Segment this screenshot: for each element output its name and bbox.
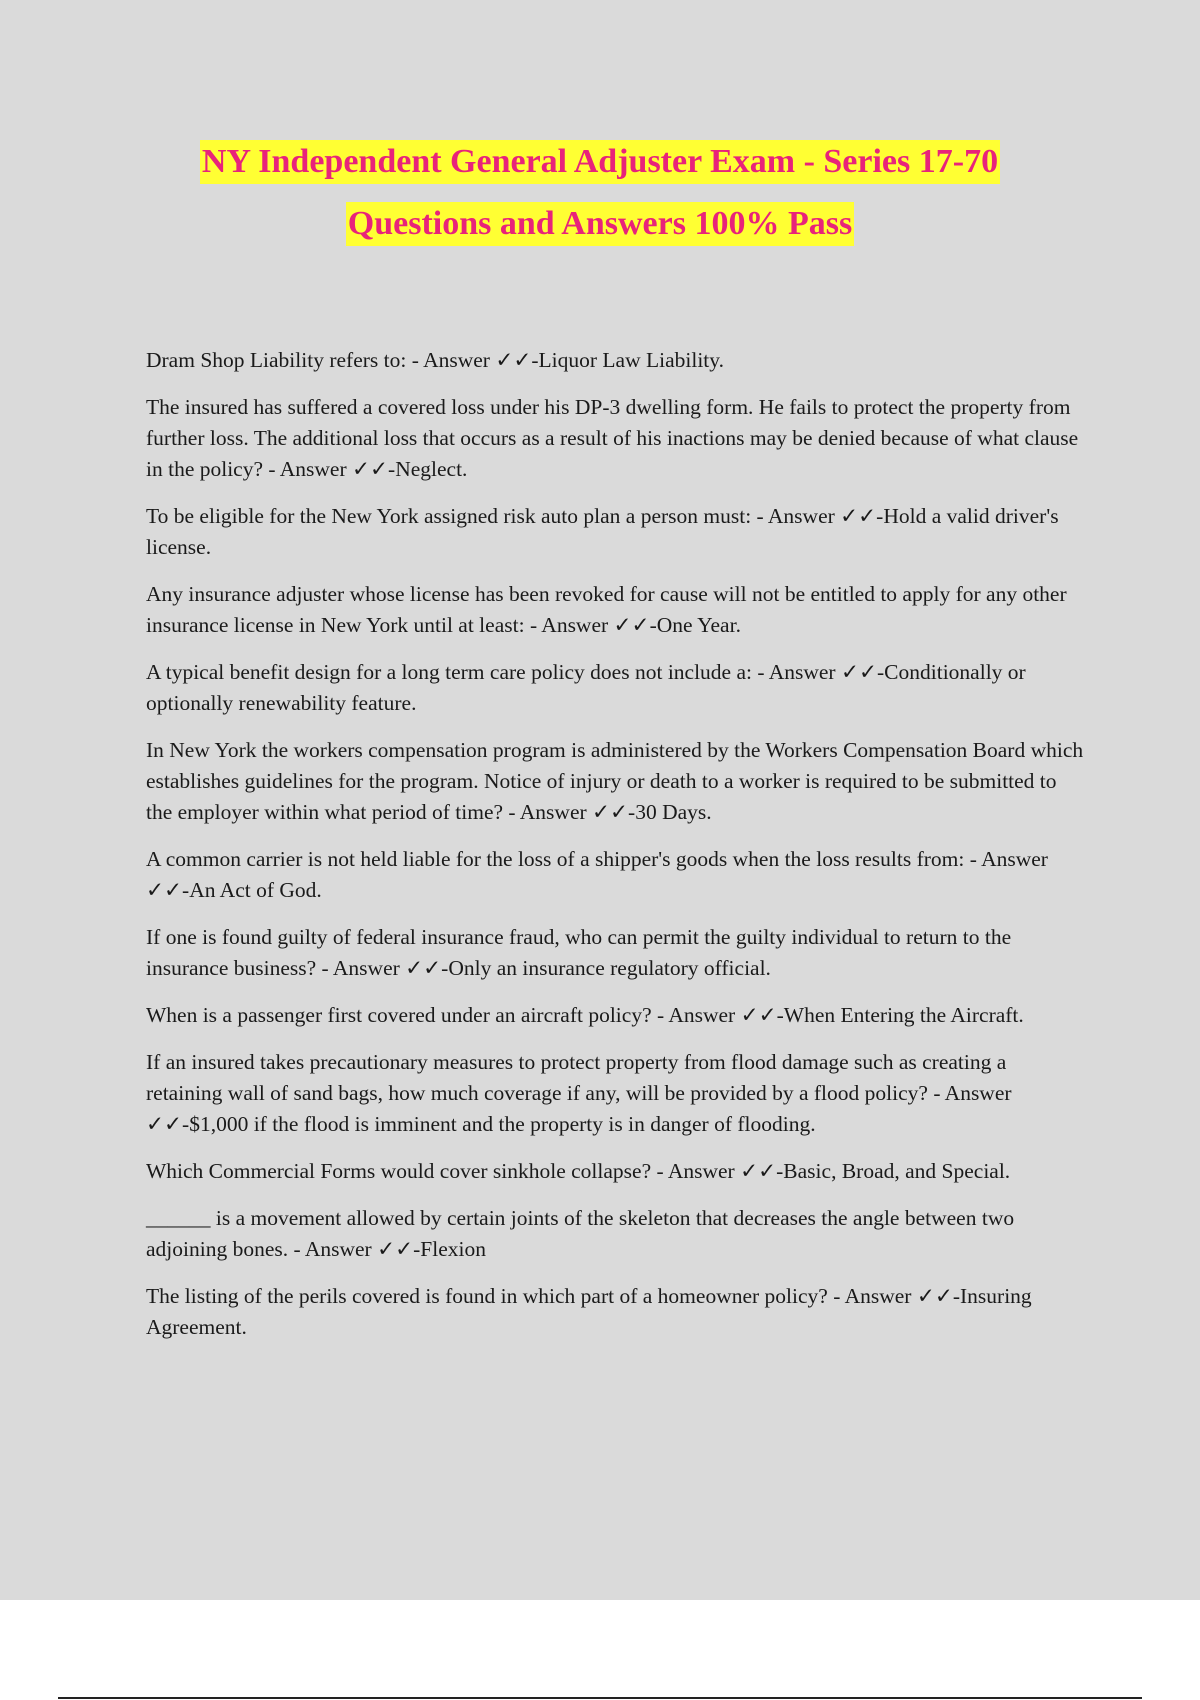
answer-marker: - Answer ✓✓-: [263, 457, 396, 481]
title-line-1: NY Independent General Adjuster Exam - Series 17-70: [200, 140, 1000, 184]
answer-text: Flexion: [420, 1237, 486, 1261]
bottom-divider: [58, 1697, 1142, 1699]
answer-text: One Year.: [656, 613, 741, 637]
answer-text: Basic, Broad, and Special.: [783, 1159, 1011, 1183]
question-text: A common carrier is not held liable for the loss of a shipper's goods when the loss results from:: [146, 847, 965, 871]
answer-marker: - Answer ✓✓-: [146, 1081, 1012, 1136]
answer-text: Hold a valid driver's license.: [146, 504, 1059, 559]
question-text: To be eligible for the New York assigned risk auto plan a person must:: [146, 504, 752, 528]
answer-marker: - Answer ✓✓-: [651, 1159, 784, 1183]
qa-item: [146, 735, 1086, 828]
document-title: [0, 140, 1200, 264]
answer-marker: - Answer ✓✓-: [406, 348, 539, 372]
answer-marker: - Answer ✓✓-: [146, 847, 1048, 902]
answer-text: Only an insurance regulatory official.: [448, 956, 771, 980]
answer-marker: - Answer ✓✓-: [827, 1284, 961, 1308]
question-text: The listing of the perils covered is found in which part of a homeowner policy?: [146, 1284, 828, 1308]
answer-text: Liquor Law Liability.: [538, 348, 725, 372]
answer-text: Conditionally or optionally renewability feature.: [146, 660, 1026, 715]
qa-list: [146, 345, 1086, 1359]
answer-text: $1,000 if the flood is imminent and the property is in danger of flooding.: [189, 1112, 816, 1136]
question-text: Which Commercial Forms would cover sinkhole collapse?: [146, 1159, 652, 1183]
answer-marker: - Answer ✓✓-: [288, 1237, 421, 1261]
qa-item: [146, 345, 1086, 376]
answer-text: 30 Days.: [635, 800, 712, 824]
question-text: When is a passenger first covered under an aircraft policy?: [146, 1003, 652, 1027]
answer-text: Insuring Agreement.: [146, 1284, 1032, 1339]
qa-item: [146, 579, 1086, 641]
answer-marker: - Answer ✓✓-: [751, 504, 884, 528]
question-text: Dram Shop Liability refers to:: [146, 348, 407, 372]
title-line-2: Questions and Answers 100% Pass: [346, 202, 854, 246]
answer-text: An Act of God.: [189, 878, 322, 902]
qa-item: [146, 392, 1086, 485]
qa-item: [146, 1203, 1086, 1265]
qa-item: [146, 1281, 1086, 1343]
question-text: If an insured takes precautionary measures to protect property from flood damage such as creating a retaining wall of sand bags, how much coverage if any, will be provided by a flood policy?: [146, 1050, 1007, 1105]
answer-marker: - Answer ✓✓-: [651, 1003, 784, 1027]
qa-item: [146, 1156, 1086, 1187]
answer-marker: - Answer ✓✓-: [524, 613, 657, 637]
qa-item: [146, 1000, 1086, 1031]
answer-text: Neglect.: [395, 457, 468, 481]
answer-marker: - Answer ✓✓-: [503, 800, 636, 824]
question-text: The insured has suffered a covered loss under his DP-3 dwelling form. He fails to protect the property from further loss. The additional loss that occurs as a result of his inactions may be denied because of what clause in the policy?: [146, 395, 1079, 481]
qa-item: [146, 501, 1086, 563]
question-text: A typical benefit design for a long term care policy does not include a:: [146, 660, 752, 684]
answer-text: When Entering the Aircraft.: [783, 1003, 1024, 1027]
question-text: If one is found guilty of federal insurance fraud, who can permit the guilty individual to return to the insurance business?: [146, 925, 1012, 980]
qa-item: [146, 657, 1086, 719]
qa-item: [146, 922, 1086, 984]
answer-marker: - Answer ✓✓-: [752, 660, 885, 684]
answer-marker: - Answer ✓✓-: [316, 956, 449, 980]
question-text: Any insurance adjuster whose license has been revoked for cause will not be entitled to apply for any other insurance license in New York until at least:: [146, 582, 1067, 637]
question-text: In New York the workers compensation program is administered by the Workers Compensation Board which establishes guidelines for the program. Notice of injury or death to a worker is required to be submitted to the employer within what period of time?: [146, 738, 1084, 824]
question-text: ______ is a movement allowed by certain joints of the skeleton that decreases the angle between two adjoining bones.: [146, 1206, 1015, 1261]
qa-item: [146, 844, 1086, 906]
qa-item: [146, 1047, 1086, 1140]
